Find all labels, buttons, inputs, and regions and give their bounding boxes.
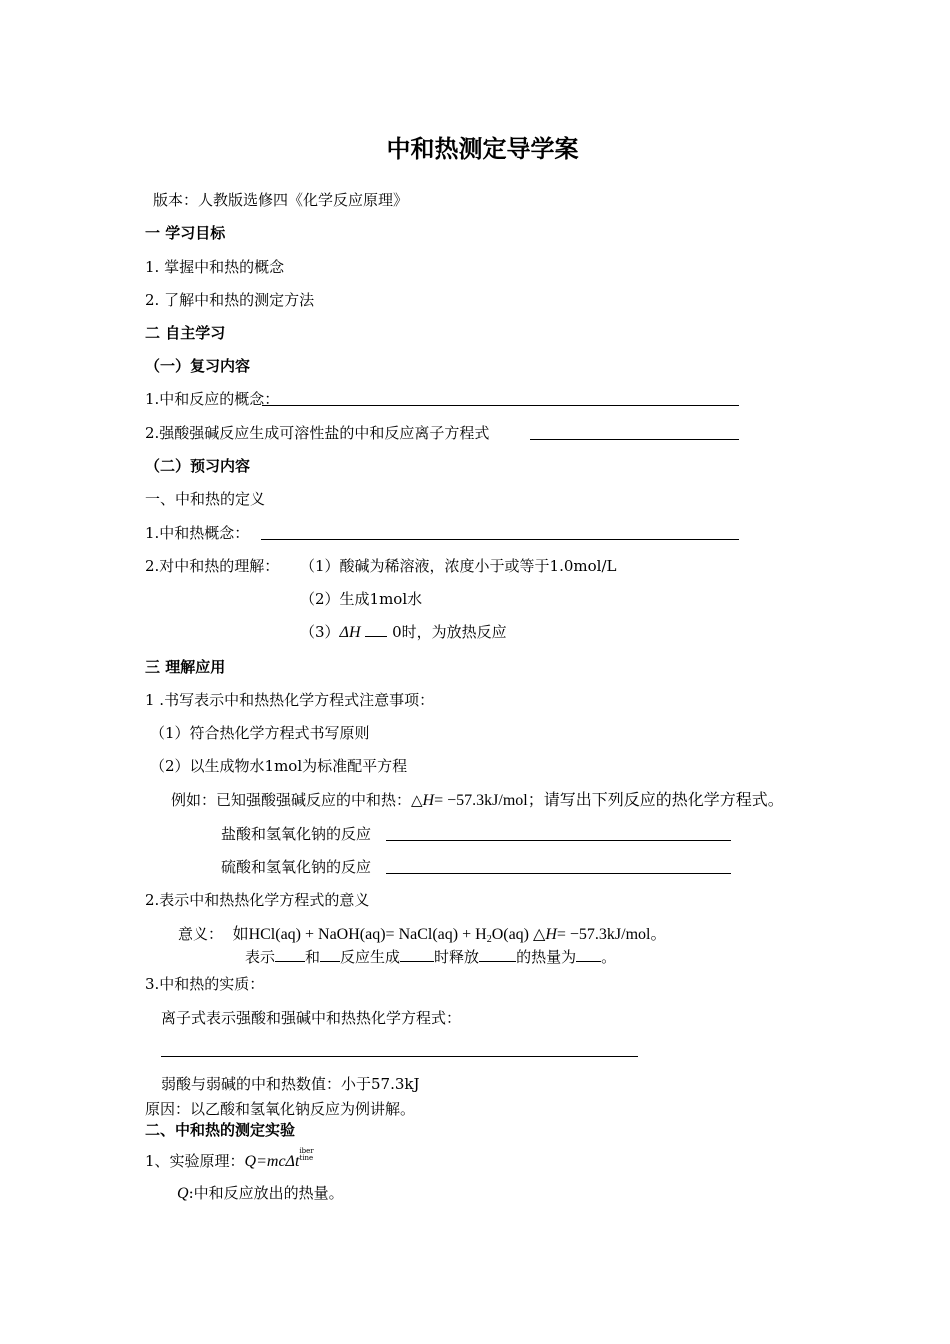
answer-blank [530,439,739,440]
answer-blank [386,840,731,841]
answer-blank [479,947,516,962]
q-definition: Q:中和反应放出的热量。 [177,1184,344,1202]
reason-line: 原因：以乙酸和氢氧化钠反应为例讲解。 [145,1100,416,1118]
answer-blank [262,405,739,406]
meaning-description: 表示 和 反应生成 时释放 的热量为 。 [245,948,617,966]
delta-h-symbol: ΔH [339,624,361,641]
essence-title: 3.中和热的实质： [145,975,265,993]
weak-acid-base-note: 弱酸与弱碱的中和热数值：小于57.3kJ [161,1075,420,1093]
heat-formula: Q=mcΔt [244,1153,300,1170]
reaction-h2so4-naoh: 硫酸和氢氧化钠的反应 [221,858,372,876]
formula-superscript: iber tine [299,1147,314,1162]
answer-blank [365,622,387,637]
section-3-heading: 三 理解应用 [145,658,226,676]
page-title: 中和热测定导学案 [386,135,579,163]
objective-item-1: 1. 掌握中和热的概念 [145,258,285,276]
concept-question: 1.中和热概念： [145,524,250,542]
understanding-label: 2.对中和热的理解： [145,557,280,575]
understanding-item-1: （1）酸碱为稀溶液，浓度小于或等于1.0mol/L [300,557,617,575]
answer-blank [576,947,601,962]
section-1-heading: 一 学习目标 [145,224,226,242]
understanding-item-2: （2）生成1mol水 [300,590,423,608]
answer-blank [261,539,739,540]
answer-blank [275,947,305,962]
section-2-heading: 二 自主学习 [145,324,226,342]
meaning-equation: 如HCl(aq) + NaOH(aq)= NaCl(aq) + H2O(aq) △H= −57.3kJ/mol。 [232,926,667,945]
objective-item-2: 2. 了解中和热的测定方法 [145,291,315,309]
definition-heading: 一、中和热的定义 [145,490,266,508]
ionic-equation-prompt: 离子式表示强酸和强碱中和热热化学方程式： [161,1009,462,1027]
note-item-2: （2）以生成物水1mol为标准配平方程 [150,757,408,775]
review-question-1: 1.中和反应的概念： [145,390,280,408]
review-question-2: 2.强酸强碱反应生成可溶性盐的中和反应离子方程式 [145,424,490,442]
answer-blank [400,947,434,962]
version-line: 版本：人教版选修四《化学反应原理》 [153,191,409,209]
example-line: 例如：已知强酸强碱反应的中和热：△H= −57.3kJ/mol；请写出下列反应的热化学方程式。 [171,791,784,809]
answer-blank [320,947,340,962]
review-heading: （一）复习内容 [145,357,251,375]
meaning-title: 2.表示中和热热化学方程式的意义 [145,891,370,909]
meaning-line: 意义： 如HCl(aq) + NaOH(aq)= NaCl(aq) + H2O(aq) △H= −57.3kJ/mol。 [178,925,667,945]
experiment-heading: 二、中和热的测定实验 [145,1121,296,1139]
preview-heading: （二）预习内容 [145,457,251,475]
answer-blank [386,873,731,874]
reaction-hcl-naoh: 盐酸和氢氧化钠的反应 [221,825,372,843]
understanding-item-3: （3）ΔH 0时，为放热反应 [300,623,507,641]
principle-line: 1、实验原理：Q=mcΔtiber tine [145,1147,314,1170]
notes-title: 1 .书写表示中和热热化学方程式注意事项： [145,691,435,709]
answer-blank [161,1056,638,1057]
note-item-1: （1）符合热化学方程式书写原则 [150,724,370,742]
